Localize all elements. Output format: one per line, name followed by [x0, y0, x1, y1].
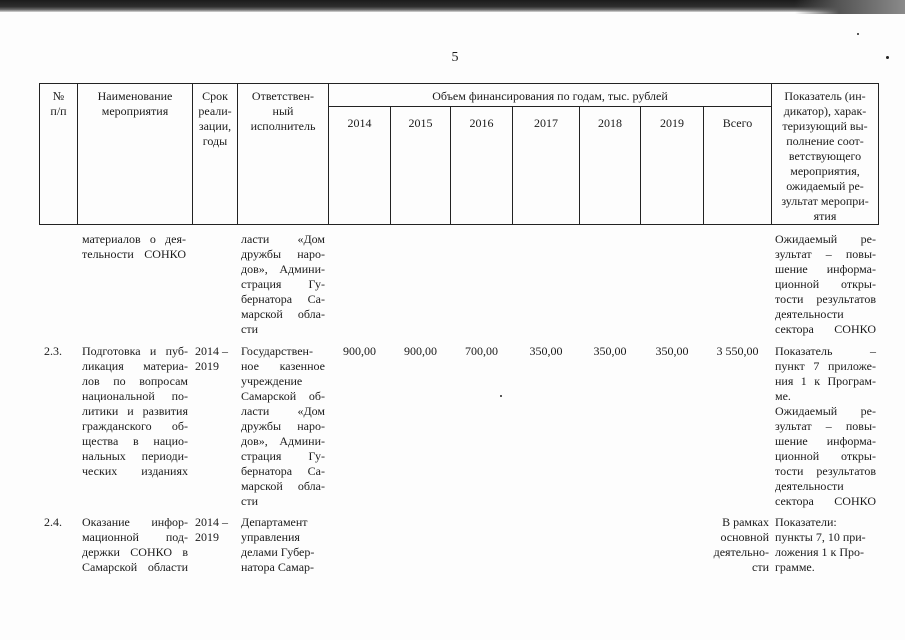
- row-num: 2.4.: [44, 515, 62, 529]
- row-name: Подготовка и пуб- ликация материа- лов по вопросам национальной по- литики и развития гражданского об- щества в нацио- нальных периоди- ческих изданиях: [82, 344, 188, 478]
- header-funding: Объем финансирования по годам, тыс. рублей: [432, 89, 668, 103]
- row-indicator: Ожидаемый ре- зультат – повы- шение информа- ционной откры- тости результатов деятельности сектора СОНКО: [775, 232, 876, 336]
- row-name: материалов о дея- тельности СОНКО: [82, 232, 186, 261]
- row-executor: Департамент управления делами Губер- натора Самар-: [241, 515, 315, 574]
- header-name: Наименование мероприятия: [97, 89, 173, 118]
- scan-speck: [886, 56, 889, 59]
- row-value-2019: 350,00: [655, 344, 689, 358]
- header-year-2017: 2017: [534, 116, 558, 130]
- header-term: Срок реали- зации, годы: [198, 89, 232, 148]
- row-value-2018: 350,00: [593, 344, 627, 358]
- row-term: 2014 – 2019: [195, 344, 228, 373]
- row-value-2015: 900,00: [404, 344, 437, 358]
- row-value-total: 3 550,00: [716, 344, 759, 358]
- row-executor: ласти «Дом дружбы наро- дов», Админи- страция Гу- бернатора Са- марской обла- сти: [241, 232, 325, 336]
- header-year-2015: 2015: [408, 116, 433, 130]
- row-executor: Государствен- ное казенное учреждение Самарской об- ласти «Дом дружбы наро- дов», Админи- страция Гу- бернатора Са- марской обла- сти: [241, 344, 325, 508]
- header-num: № п/п: [50, 89, 67, 118]
- scan-artifact-edge: [795, 0, 905, 14]
- page-number: 5: [451, 50, 459, 65]
- row-name: Оказание инфор- мационной под- держки СОНКО в Самарской области: [82, 515, 188, 574]
- header-indicator: Показатель (ин- дикатор), харак- теризующий вы- полнение соот- ветствующего мероприятия, ожидаемый ре- зультат меропри- ятия: [781, 89, 869, 223]
- header-year-2016: 2016: [469, 116, 494, 130]
- scan-speck: [857, 33, 859, 35]
- header-total: Всего: [722, 116, 753, 130]
- header-executor: Ответствен- ный исполнитель: [250, 89, 316, 133]
- scan-artifact-band: [0, 0, 905, 12]
- scan-speck: [500, 395, 502, 397]
- row-num: 2.3.: [44, 344, 62, 358]
- row-value-total: В рамках основной деятельно- сти: [713, 515, 769, 574]
- header-year-2018: 2018: [598, 116, 622, 130]
- header-year-2019: 2019: [660, 116, 684, 130]
- row-value-2017: 350,00: [529, 344, 563, 358]
- row-term: 2014 – 2019: [195, 515, 228, 544]
- row-indicator: Показатели: пункты 7, 10 при- ложения 1 к Про- грамме.: [775, 515, 866, 574]
- row-value-2016: 700,00: [465, 344, 498, 358]
- header-year-2014: 2014: [347, 116, 372, 130]
- row-indicator: Показатель – пункт 7 приложе- ния 1 к Програм- ме. Ожидаемый ре- зультат – повы- шение информа- ционной откры- тости результатов деятельности сектора СОНКО: [775, 344, 876, 508]
- row-value-2014: 900,00: [343, 344, 376, 358]
